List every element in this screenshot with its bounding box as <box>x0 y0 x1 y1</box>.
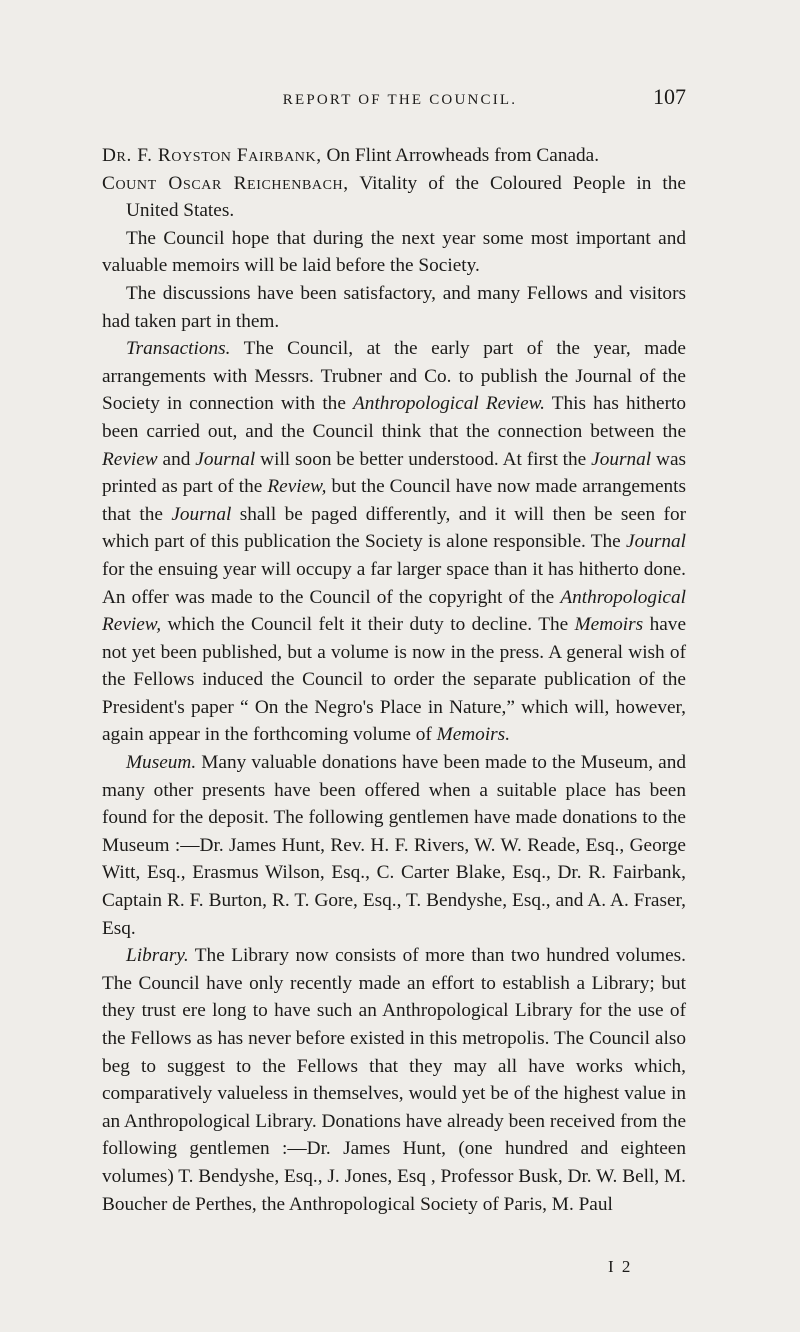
paper-entry <box>102 142 686 170</box>
page-number: 107 <box>653 84 686 109</box>
section-heading-transactions: Transactions. <box>126 338 231 360</box>
library-paragraph: Library. The Library now consists of more than two hundred volumes. The Council have only recently made an effort to establish a Library; but they trust ere long to have such an Anthropological Library for the use of the Fellows as has never before existed in this metropolis. The Council also beg to suggest to the Fellows that they may all have works which, comparatively valueless in themselves, would yet be of the highest value in an Anthropological Library. Donations have already been received from the following gentlemen :—Dr. James Hunt, (one hundred and eighteen volumes) T. Bendyshe, Esq., J. Jones, Esq , Professor Busk, Dr. W. Bell, M. Boucher de Perthes, the Anthropological Society of Paris, M. Paul <box>102 945 686 1215</box>
paper-author: Dr. F. Royston Fairbank, <box>102 145 322 166</box>
paper-entry <box>102 170 686 225</box>
signature-mark: I 2 <box>608 1257 633 1276</box>
running-title: REPORT OF THE COUNCIL. <box>282 92 518 108</box>
memoirs-paragraph: The Council hope that during the next year some most important and valuable memoirs will be laid before the Society. <box>102 227 686 277</box>
transactions-paragraph: Transactions. The Council, at the early part of the year, made arrangements with Messrs. Trubner and Co. to publish the Journal of the Society in connection with the Anthropological Review. This has hitherto been carried out, and the Council think that the connection between the Review and Journal will soon be better understood. At first the Journal was printed as part of the Review, but the Council have now made arrangements that the Journal shall be paged differently, and it will then be seen for which part of this publication the Society is alone responsible. The Journal for the ensuing year will occupy a far larger space than it has hitherto done. An offer was made to the Council of the copyright of the Anthropological Review, which the Council felt it their duty to decline. The Memoirs have not yet been published, but a volume is now in the press. A general wish of the Fellows induced the Council to order the separate publication of the President's paper “ On the Negro's Place in Nature,” which will, however, again appear in the forthcoming volume of Memoirs. <box>102 338 687 746</box>
paper-title: Vitality of the Coloured People in the United States. <box>126 172 686 222</box>
section-heading-museum: Museum. <box>126 752 197 774</box>
discussions-paragraph: The discussions have been satisfactory, and many Fellows and visitors had taken part in them. <box>102 282 686 332</box>
paper-author: Count Oscar Reichenbach, <box>102 172 349 194</box>
paper-title: On Flint Arrowheads from Canada. <box>321 145 600 166</box>
page-body <box>102 142 686 1218</box>
section-heading-library: Library. <box>126 945 189 967</box>
museum-paragraph: Museum. Many valuable donations have been made to the Museum, and many other presents have been offered when a suitable place has been found for the deposit. The following gentlemen have made donations to the Museum :—Dr. James Hunt, Rev. H. F. Rivers, W. W. Reade, Esq., George Witt, Esq., Erasmus Wilson, Esq., C. Carter Blake, Esq., Dr. R. Fairbank, Captain R. F. Burton, R. T. Gore, Esq., T. Bendyshe, Esq., and A. A. Fraser, Esq. <box>102 752 686 939</box>
